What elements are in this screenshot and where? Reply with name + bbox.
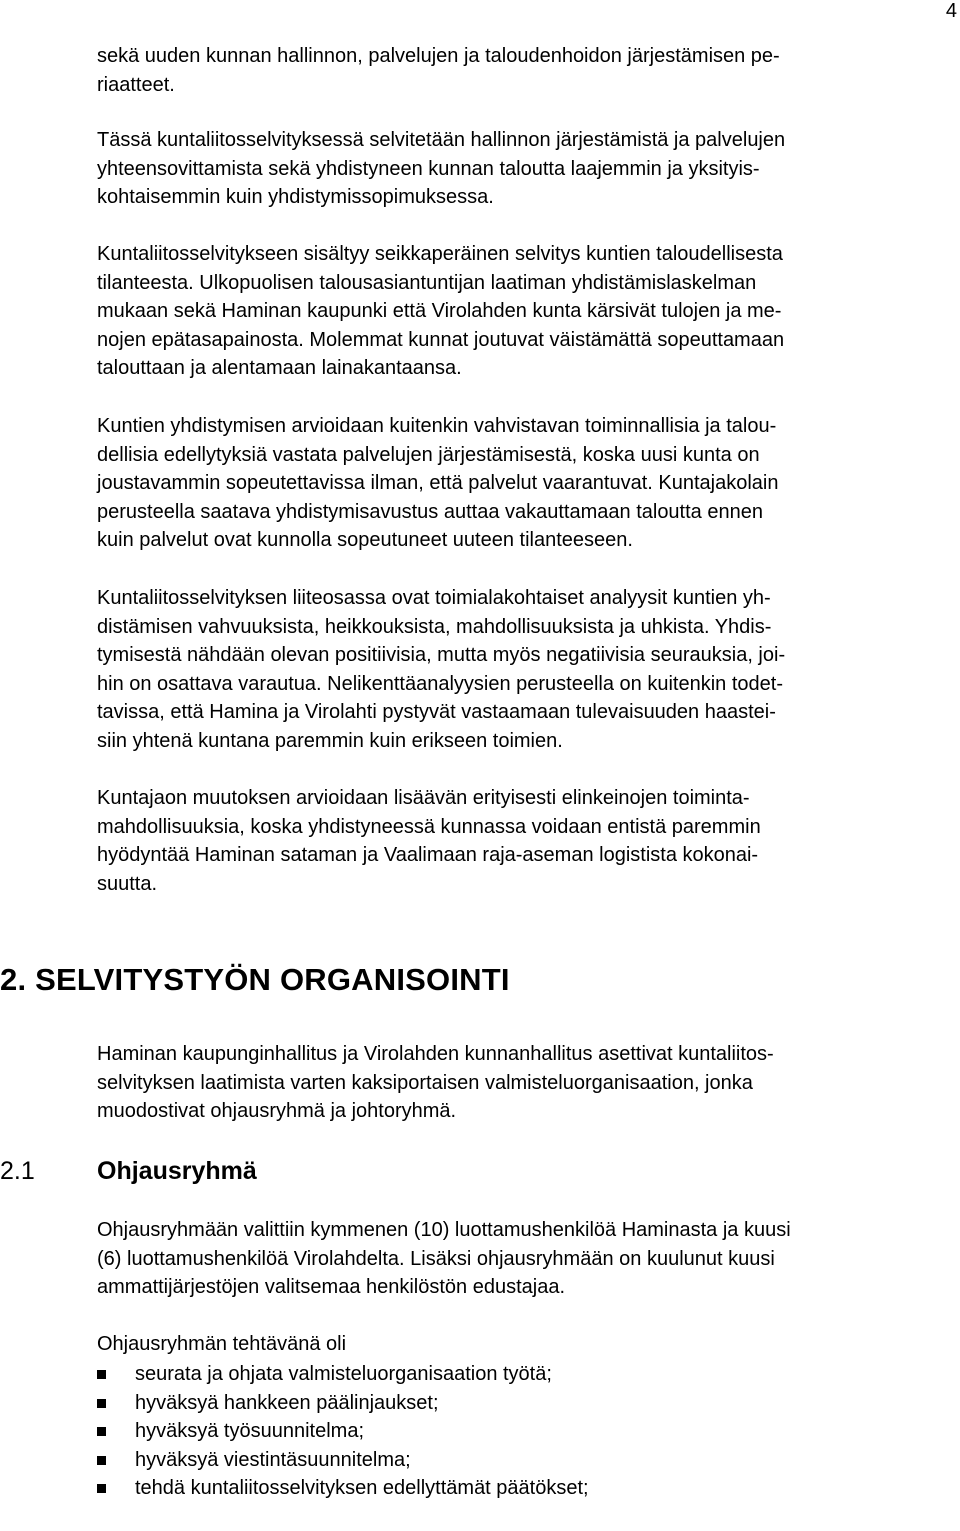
list-item-text: tehdä kuntaliitosselvityksen edellyttämät päätökset; (135, 1477, 589, 1500)
text-line: hin on osattava varautua. Nelikenttäanalyysien perusteella on kuitenkin todet- (97, 672, 783, 695)
text-line: joustavammin sopeutettavissa ilman, että palvelut vaarantuvat. Kuntajakolain (97, 472, 779, 495)
square-bullet-icon (97, 1484, 106, 1493)
text-line: kohtaisemmin kuin yhdistymissopimuksessa. (97, 186, 494, 209)
text-line: Ohjausryhmään valittiin kymmenen (10) luottamushenkilöä Haminasta ja kuusi (97, 1219, 791, 1241)
text-line: distämisen vahvuuksista, heikkouksista, mahdollisuuksista ja uhkista. Yhdis- (97, 615, 772, 638)
list-item (97, 1417, 589, 1446)
paragraph-finances (97, 240, 957, 383)
square-bullet-icon (97, 1456, 106, 1465)
list-item (97, 1360, 589, 1389)
paragraph-business-opportunities (97, 784, 957, 898)
text-line: hyödyntää Haminan sataman ja Vaalimaan raja-aseman logistista kokonai- (97, 844, 759, 867)
paragraph-steering-group-tasks-intro (97, 1330, 957, 1359)
text-line: siin yhtenä kuntana paremmin kuin erikseen toimien. (97, 729, 563, 752)
list-item-text: hyväksyä työsuunnitelma; (135, 1420, 365, 1443)
text-line: Ohjausryhmän tehtävänä oli (97, 1333, 347, 1355)
text-line: (6) luottamushenkilöä Virolahdelta. Lisäksi ohjausryhmään on kuulunut kuusi (97, 1247, 775, 1270)
square-bullet-icon (97, 1370, 106, 1379)
section-heading-2: 2. SELVITYSTYÖN ORGANISOINTI (0, 962, 510, 997)
text-line: Haminan kaupunginhallitus ja Virolahden kunnanhallitus asettivat kuntaliitos- (97, 1043, 774, 1065)
text-line: Kuntaliitosselvityksen liiteosassa ovat toimialakohtaiset analyysit kuntien yh- (97, 587, 771, 609)
square-bullet-icon (97, 1427, 106, 1436)
list-item-text: hyväksyä hankkeen päälinjaukset; (135, 1391, 439, 1414)
text-line: muodostivat ohjausryhmä ja johtoryhmä. (97, 1100, 457, 1123)
list-item (97, 1446, 589, 1475)
text-line: riaatteet. (97, 73, 175, 96)
text-line: selvityksen laatimista varten kaksiportaisen valmisteluorganisaation, jonka (97, 1071, 753, 1094)
text-line: Tässä kuntaliitosselvityksessä selvitetään hallinnon järjestämistä ja palvelujen (97, 129, 786, 151)
task-list (97, 1360, 589, 1503)
text-line: talouttaan ja alentamaan lainakantaansa. (97, 357, 462, 380)
text-line: perusteella saatava yhdistymisavustus auttaa vakauttamaan taloutta ennen (97, 500, 763, 523)
text-line: yhteensovittamista sekä yhdistyneen kunnan taloutta laajemmin ja yksityis- (97, 157, 760, 180)
text-line: Kuntajaon muutoksen arvioidaan lisäävän erityisesti elinkeinojen toiminta- (97, 787, 750, 809)
list-item-text: hyväksyä viestintäsuunnitelma; (135, 1448, 411, 1471)
paragraph-steering-group-members (97, 1216, 957, 1302)
list-item-text: seurata ja ohjata valmisteluorganisaation työtä; (135, 1363, 552, 1385)
paragraph-study-scope (97, 126, 957, 212)
page-number: 4 (945, 0, 957, 22)
text-line: suutta. (97, 872, 158, 895)
text-line: tilanteesta. Ulkopuolisen talousasiantuntijan laatiman yhdistämislaskelman (97, 271, 757, 294)
text-line: Kuntaliitosselvitykseen sisältyy seikkaperäinen selvitys kuntien taloudellisesta (97, 243, 783, 265)
text-line: ammattijärjestöjen valitsemaa henkilöstön edustajaa. (97, 1276, 566, 1299)
list-item (97, 1389, 589, 1418)
text-line: tymisestä nähdään olevan positiivisia, mutta myös negatiivisia seurauksia, joi- (97, 644, 786, 667)
paragraph-swot-analysis (97, 584, 957, 756)
text-line: sekä uuden kunnan hallinnon, palvelujen ja taloudenhoidon järjestämisen pe- (97, 45, 780, 67)
paragraph-merger-assessment (97, 412, 957, 555)
square-bullet-icon (97, 1399, 106, 1408)
paragraph-intro-continuation (97, 42, 957, 99)
text-line: tavissa, että Hamina ja Virolahti pystyvät vastaamaan tulevaisuuden haastei- (97, 701, 776, 724)
text-line: dellisia edellytyksiä vastata palvelujen järjestämisestä, koska uusi kunta on (97, 443, 760, 466)
subsection-heading: Ohjausryhmä (97, 1157, 257, 1185)
subsection-number: 2.1 (0, 1157, 35, 1185)
text-line: nojen epätasapainosta. Molemmat kunnat joutuvat väistämättä sopeuttamaan (97, 328, 785, 351)
paragraph-organisation (97, 1040, 957, 1126)
text-line: mahdollisuuksia, koska yhdistyneessä kunnassa voidaan entistä paremmin (97, 815, 761, 838)
text-line: kuin palvelut ovat kunnolla sopeutuneet uuteen tilanteeseen. (97, 529, 633, 552)
list-item (97, 1474, 589, 1503)
text-line: mukaan sekä Haminan kaupunki että Virolahden kunta kärsivät tulojen ja me- (97, 300, 782, 323)
text-line: Kuntien yhdistymisen arvioidaan kuitenkin vahvistavan toiminnallisia ja talou- (97, 415, 777, 437)
